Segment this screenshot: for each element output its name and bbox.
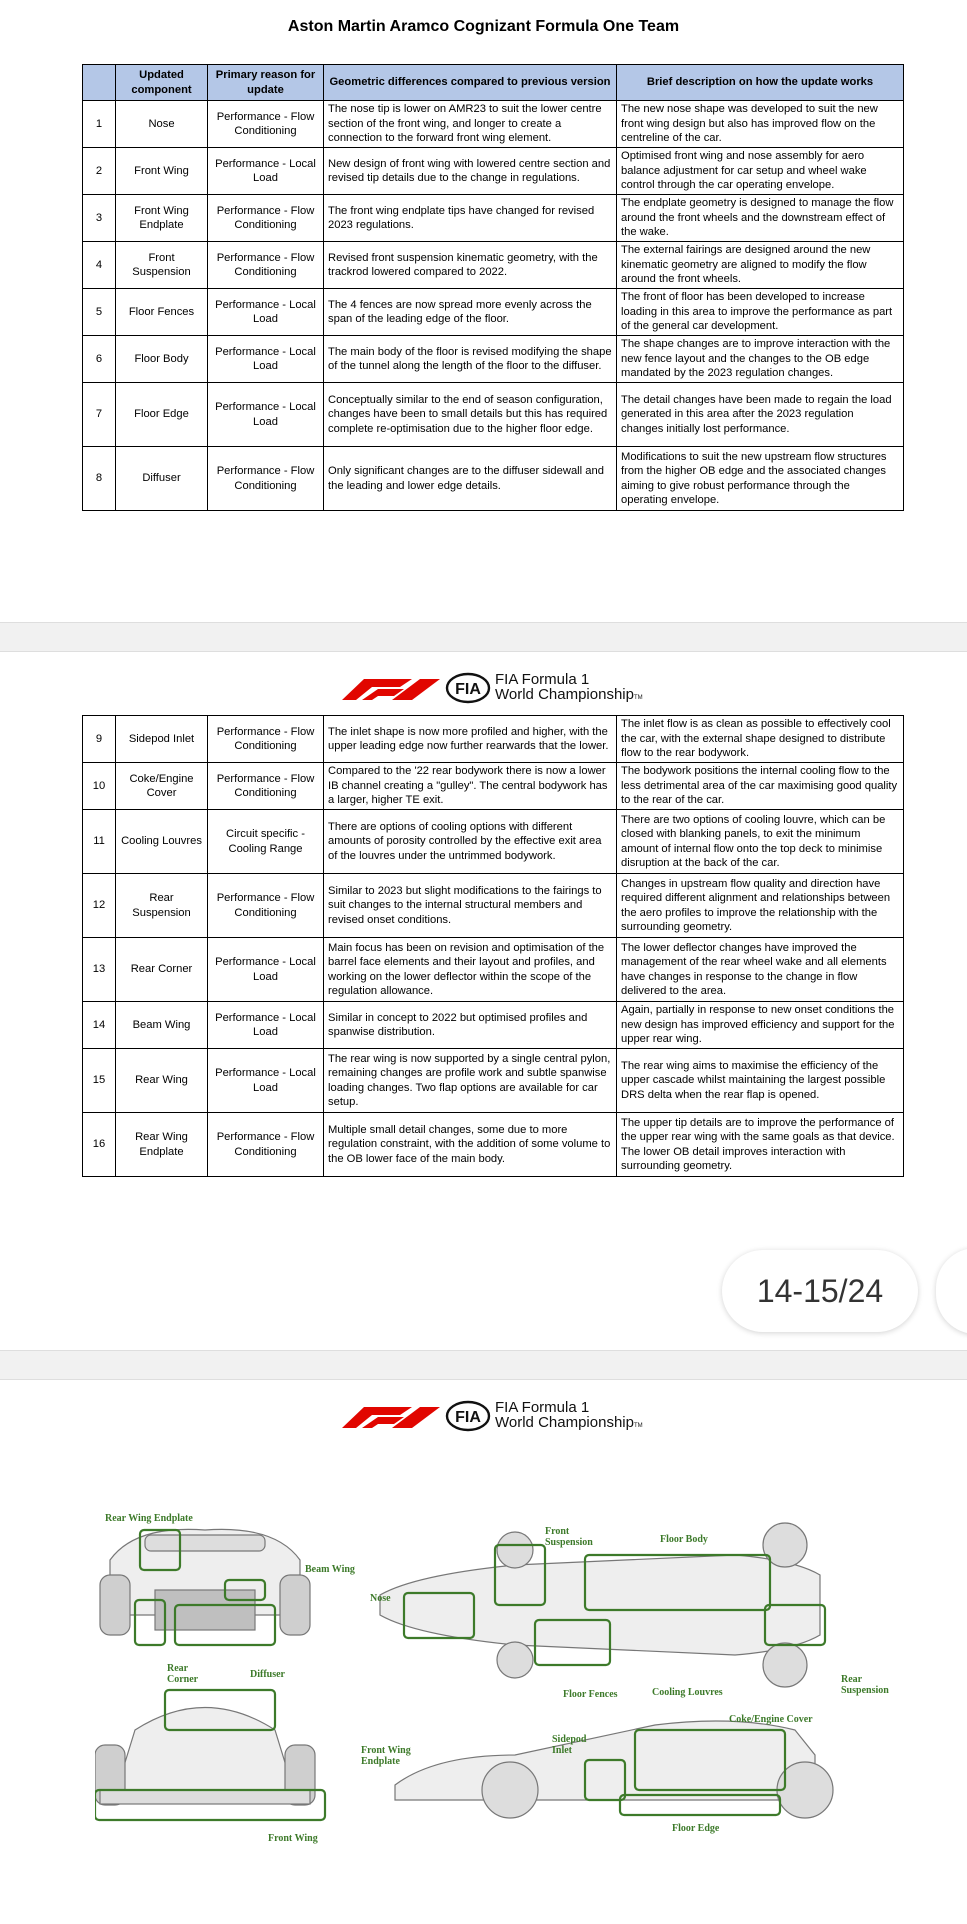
primary-reason: Performance - Flow Conditioning bbox=[208, 195, 324, 242]
geometric-differences: The rear wing is now supported by a single central pylon, remaining changes are profile work and subtle spanwise loading changes. Two flap options are available for car setup. bbox=[324, 1049, 617, 1113]
label-front-wing-endplate: Front Wing Endplate bbox=[361, 1745, 411, 1767]
fia-tm: TM bbox=[633, 1423, 643, 1429]
geometric-differences: Multiple small detail changes, some due to more regulation constraint, with the addition of some volume to the OB lower face of the main body. bbox=[324, 1113, 617, 1177]
primary-reason: Performance - Flow Conditioning bbox=[208, 1113, 324, 1177]
component-name: Front Wing bbox=[116, 148, 208, 195]
page-separator bbox=[0, 622, 967, 652]
primary-reason: Performance - Flow Conditioning bbox=[208, 447, 324, 511]
component-name: Coke/Engine Cover bbox=[116, 763, 208, 810]
label-rear-corner: Rear Corner bbox=[167, 1663, 199, 1685]
label-front-wing: Front Wing bbox=[268, 1833, 318, 1844]
geometric-differences: The main body of the floor is revised modifying the shape of the tunnel along the length of the floor to the diffuser. bbox=[324, 336, 617, 383]
primary-reason: Performance - Flow Conditioning bbox=[208, 242, 324, 289]
primary-reason: Performance - Local Load bbox=[208, 383, 324, 447]
update-description: Changes in upstream flow quality and direction have required different alignment and relationships between the aero profiles to improve the relationship with the surrounding geometry. bbox=[617, 874, 904, 938]
row-index: 13 bbox=[83, 938, 116, 1002]
document-page-1 bbox=[0, 0, 967, 620]
update-description: The front of floor has been developed to increase loading in this area to improve the performance as part of the general car development. bbox=[617, 289, 904, 336]
row-index: 11 bbox=[83, 810, 116, 874]
fia-badge-text: FIA bbox=[455, 681, 481, 698]
primary-reason: Performance - Flow Conditioning bbox=[208, 716, 324, 763]
component-name: Rear Wing bbox=[116, 1049, 208, 1113]
header-geometric-differences: Geometric differences compared to previous version bbox=[324, 65, 617, 101]
row-index: 9 bbox=[83, 716, 116, 763]
primary-reason: Performance - Flow Conditioning bbox=[208, 763, 324, 810]
geometric-differences: Main focus has been on revision and optimisation of the barrel face elements and their layout and profiles, and working on the lower deflector within the scope of the regulation allowance. bbox=[324, 938, 617, 1002]
geometric-differences: The 4 fences are now spread more evenly across the span of the leading edge of the floor. bbox=[324, 289, 617, 336]
update-description: The rear wing aims to maximise the efficiency of the upper cascade whilst maintaining the largest possible DRS delta when the rear flap is opened. bbox=[617, 1049, 904, 1113]
geometric-differences: The nose tip is lower on AMR23 to suit the lower centre section of the front wing, and longer to create a connection to the forward front wing element. bbox=[324, 101, 617, 148]
header-reason: Primary reason for update bbox=[208, 65, 324, 101]
geometric-differences: The inlet shape is now more profiled and higher, with the upper leading edge now further rearwards that the lower. bbox=[324, 716, 617, 763]
label-nose: Nose bbox=[370, 1593, 391, 1604]
table-row bbox=[83, 1002, 904, 1049]
update-description: The detail changes have been made to regain the load generated in this area after the 2023 regulation changes initially lost performance. bbox=[617, 383, 904, 447]
update-description: Optimised front wing and nose assembly for aero balance adjustment for car setup and wheel wake control through the car operating envelope. bbox=[617, 148, 904, 195]
fia-line-1: FIA Formula 1 bbox=[495, 671, 590, 688]
update-description: The lower deflector changes have improved the management of the rear wheel wake and all elements have changes in response to the change in flow delivered to the area. bbox=[617, 938, 904, 1002]
table-row bbox=[83, 1113, 904, 1177]
component-name: Rear Corner bbox=[116, 938, 208, 1002]
primary-reason: Performance - Local Load bbox=[208, 289, 324, 336]
header-component: Updated component bbox=[116, 65, 208, 101]
row-index: 8 bbox=[83, 447, 116, 511]
row-index: 2 bbox=[83, 148, 116, 195]
next-page-button[interactable] bbox=[936, 1248, 967, 1334]
primary-reason: Performance - Local Load bbox=[208, 1002, 324, 1049]
primary-reason: Performance - Local Load bbox=[208, 938, 324, 1002]
update-description: There are two options of cooling louvre, which can be closed with blanking panels, to exit the minimum amount of internal flow onto the top deck to minimise disruption at the back of the car. bbox=[617, 810, 904, 874]
geometric-differences: New design of front wing with lowered centre section and revised tip details due to the change in regulations. bbox=[324, 148, 617, 195]
row-index: 16 bbox=[83, 1113, 116, 1177]
label-floor-edge: Floor Edge bbox=[672, 1823, 720, 1834]
update-description: The endplate geometry is designed to manage the flow around the front wheels and the downstream effect of the wake. bbox=[617, 195, 904, 242]
update-description: The external fairings are designed around the new kinematic geometry are aligned to modify the flow around the front wheels. bbox=[617, 242, 904, 289]
geometric-differences: Similar to 2023 but slight modifications to the fairings to suit changes to the internal structural members and revised onset conditions. bbox=[324, 874, 617, 938]
row-index: 14 bbox=[83, 1002, 116, 1049]
component-name: Beam Wing bbox=[116, 1002, 208, 1049]
label-rear-suspension: Rear Suspension bbox=[841, 1674, 889, 1696]
row-index: 7 bbox=[83, 383, 116, 447]
geometric-differences: Similar in concept to 2022 but optimised profiles and spanwise distribution. bbox=[324, 1002, 617, 1049]
component-name: Sidepod Inlet bbox=[116, 716, 208, 763]
table-row bbox=[83, 874, 904, 938]
car-illustrations bbox=[95, 1505, 910, 1845]
row-index: 10 bbox=[83, 763, 116, 810]
page-separator-2 bbox=[0, 1350, 967, 1380]
primary-reason: Performance - Flow Conditioning bbox=[208, 101, 324, 148]
update-description: Modifications to suit the new upstream flow structures from the higher OB edge and the associated changes aiming to give robust performance through the operating envelope. bbox=[617, 447, 904, 511]
component-name: Front Wing Endplate bbox=[116, 195, 208, 242]
primary-reason: Circuit specific - Cooling Range bbox=[208, 810, 324, 874]
geometric-differences: Conceptually similar to the end of season configuration, changes have been to small details but this has required complete re-optimisation due to the higher floor edge. bbox=[324, 383, 617, 447]
table-row bbox=[83, 242, 904, 289]
component-name: Front Suspension bbox=[116, 242, 208, 289]
fia-f1-logo bbox=[342, 668, 662, 708]
label-front-suspension: Front Suspension bbox=[545, 1526, 593, 1548]
update-description: The inlet flow is as clean as possible to effectively cool the car, with the external shape designed to distribute flow to the rear bodywork. bbox=[617, 716, 904, 763]
primary-reason: Performance - Local Load bbox=[208, 148, 324, 195]
component-name: Floor Edge bbox=[116, 383, 208, 447]
updates-table-page-2 bbox=[82, 715, 904, 1177]
table-row bbox=[83, 289, 904, 336]
geometric-differences: Compared to the '22 rear bodywork there is now a lower IB channel creating a "gulley". The central bodywork has a larger, higher TE exit. bbox=[324, 763, 617, 810]
component-name: Diffuser bbox=[116, 447, 208, 511]
table-row bbox=[83, 716, 904, 763]
car-component-diagram bbox=[95, 1505, 910, 1845]
geometric-differences: Only significant changes are to the diffuser sidewall and the leading and lower edge details. bbox=[324, 447, 617, 511]
f1-logo-icon bbox=[342, 1396, 502, 1436]
label-cooling-louvres: Cooling Louvres bbox=[652, 1687, 723, 1698]
component-name: Nose bbox=[116, 101, 208, 148]
table-row bbox=[83, 938, 904, 1002]
row-index: 3 bbox=[83, 195, 116, 242]
table-row bbox=[83, 763, 904, 810]
label-floor-body: Floor Body bbox=[660, 1534, 708, 1545]
table-row bbox=[83, 148, 904, 195]
header-index bbox=[83, 65, 116, 101]
component-name: Rear Suspension bbox=[116, 874, 208, 938]
row-index: 4 bbox=[83, 242, 116, 289]
table-row bbox=[83, 810, 904, 874]
geometric-differences: The front wing endplate tips have changed for revised 2023 regulations. bbox=[324, 195, 617, 242]
label-beam-wing: Beam Wing bbox=[305, 1564, 355, 1575]
table-row bbox=[83, 195, 904, 242]
fia-f1-logo-2 bbox=[342, 1396, 662, 1436]
component-name: Cooling Louvres bbox=[116, 810, 208, 874]
table-header-row bbox=[83, 65, 904, 101]
fia-line-2: World Championship bbox=[495, 686, 634, 703]
primary-reason: Performance - Local Load bbox=[208, 336, 324, 383]
table-row bbox=[83, 383, 904, 447]
label-coke-engine-cover: Coke/Engine Cover bbox=[729, 1714, 813, 1725]
update-description: The upper tip details are to improve the performance of the upper rear wing with the same goals as that device. The lower OB detail improves interaction with surrounding geometry. bbox=[617, 1113, 904, 1177]
component-name: Rear Wing Endplate bbox=[116, 1113, 208, 1177]
table-row bbox=[83, 336, 904, 383]
f1-logo-icon bbox=[342, 668, 502, 708]
row-index: 15 bbox=[83, 1049, 116, 1113]
page-indicator: 14-15/24 bbox=[722, 1250, 918, 1332]
primary-reason: Performance - Flow Conditioning bbox=[208, 874, 324, 938]
fia-championship-text bbox=[495, 672, 643, 706]
geometric-differences: There are options of cooling options with different amounts of porosity controlled by the effective exit area of the louvres under the untrimmed bodywork. bbox=[324, 810, 617, 874]
update-description: The new nose shape was developed to suit the new front wing design but also has improved flow on the centreline of the car. bbox=[617, 101, 904, 148]
document-title: Aston Martin Aramco Cognizant Formula One Team bbox=[287, 18, 680, 35]
row-index: 1 bbox=[83, 101, 116, 148]
update-description: The shape changes are to improve interaction with the new fence layout and the changes to the OB edge mandated by the 2023 regulation changes. bbox=[617, 336, 904, 383]
table-row bbox=[83, 447, 904, 511]
table-row bbox=[83, 101, 904, 148]
label-diffuser: Diffuser bbox=[250, 1669, 285, 1680]
update-description: Again, partially in response to new onset conditions the new design has improved efficiency and support for the upper rear wing. bbox=[617, 1002, 904, 1049]
header-description: Brief description on how the update works bbox=[617, 65, 904, 101]
fia-badge-text: FIA bbox=[455, 1409, 481, 1426]
updates-table-page-1 bbox=[82, 64, 904, 511]
fia-line-1: FIA Formula 1 bbox=[495, 1399, 590, 1416]
table-row bbox=[83, 1049, 904, 1113]
primary-reason: Performance - Local Load bbox=[208, 1049, 324, 1113]
component-name: Floor Body bbox=[116, 336, 208, 383]
geometric-differences: Revised front suspension kinematic geometry, with the trackrod lowered compared to 2022. bbox=[324, 242, 617, 289]
label-floor-fences: Floor Fences bbox=[563, 1689, 618, 1700]
row-index: 12 bbox=[83, 874, 116, 938]
fia-championship-text bbox=[495, 1400, 643, 1434]
row-index: 5 bbox=[83, 289, 116, 336]
fia-tm: TM bbox=[633, 695, 643, 701]
component-name: Floor Fences bbox=[116, 289, 208, 336]
label-sidepod-inlet: Sidepod Inlet bbox=[552, 1734, 587, 1756]
label-rear-wing-endplate: Rear Wing Endplate bbox=[105, 1513, 193, 1524]
update-description: The bodywork positions the internal cooling flow to the less detrimental area of the car maximising good quality to the rear of the car. bbox=[617, 763, 904, 810]
fia-line-2: World Championship bbox=[495, 1414, 634, 1431]
row-index: 6 bbox=[83, 336, 116, 383]
